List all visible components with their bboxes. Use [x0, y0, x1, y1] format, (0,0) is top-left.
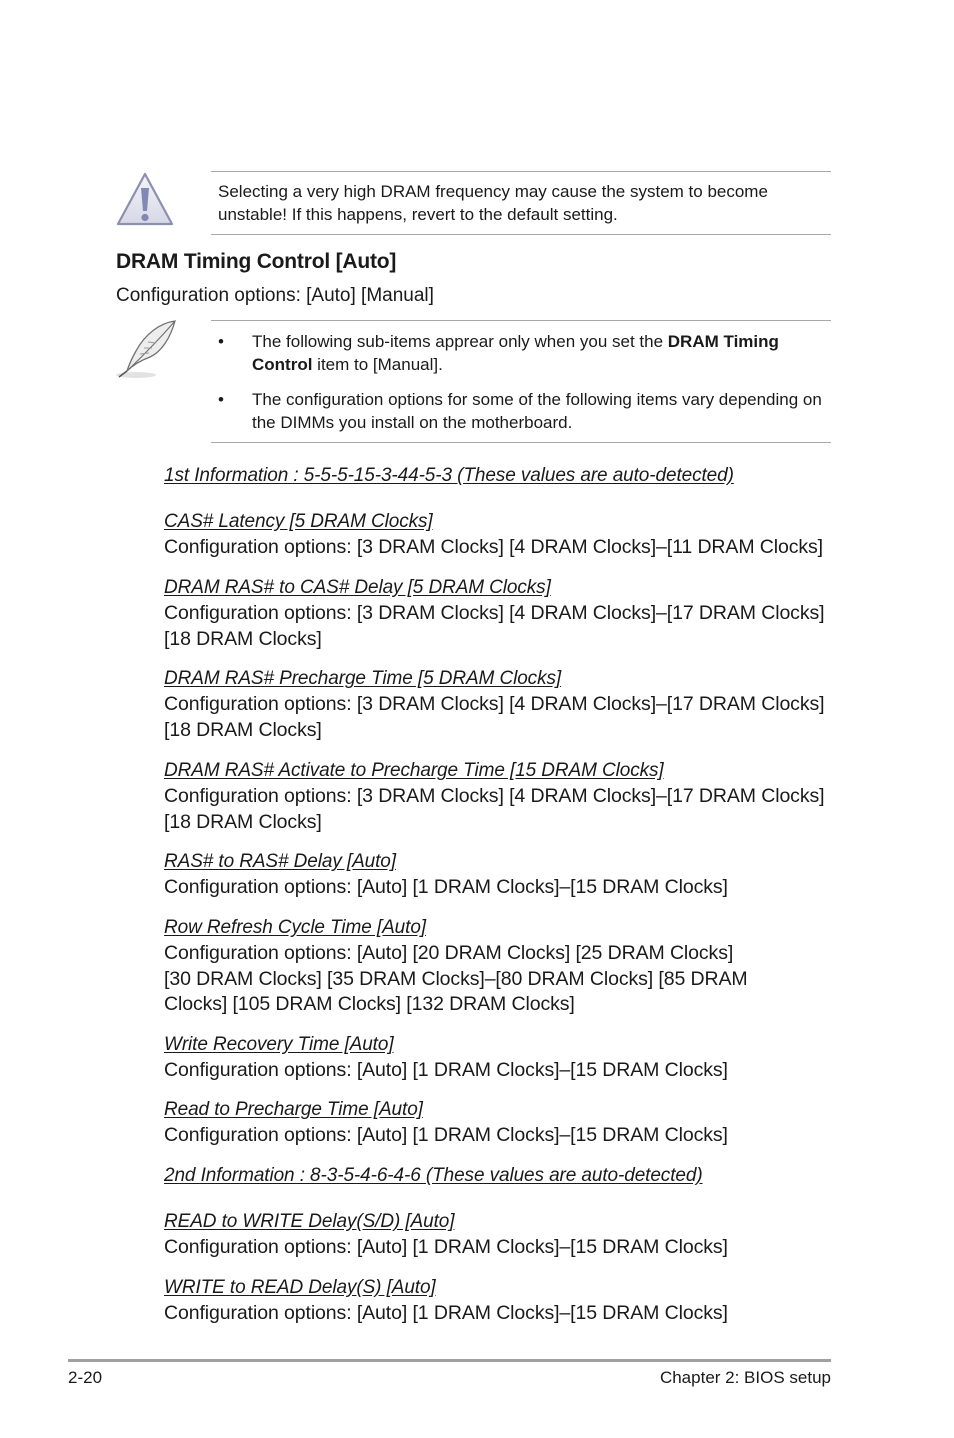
item-title-cas-latency: CAS# Latency [5 DRAM Clocks]	[164, 511, 433, 532]
info-bullet-1-text-pre: The following sub-items apprear only when you set the	[252, 332, 668, 351]
warning-note-top-rule	[211, 171, 831, 172]
footer-rule	[68, 1359, 831, 1362]
quill-pen-icon	[114, 318, 184, 382]
warning-icon	[114, 170, 176, 230]
chapter-label: Chapter 2: BIOS setup	[659, 1368, 831, 1387]
item-title-write-recovery-time: Write Recovery Time [Auto]	[164, 1034, 394, 1055]
item-options-row-refresh-cycle-time: Configuration options: [Auto] [20 DRAM Clocks] [25 DRAM Clocks] [30 DRAM Clocks] [35 DRAM Clocks]–[80 DRAM Clocks] [85 DRAM Clocks] [105 DRAM Clocks] [132 DRAM Clocks]	[164, 942, 748, 1015]
item-options-cas-latency: Configuration options: [3 DRAM Clocks] [4 DRAM Clocks]–[11 DRAM Clocks]	[164, 536, 824, 558]
info-bullet-1-text	[252, 330, 827, 376]
section-config-options: Configuration options: [Auto] [Manual]	[116, 285, 434, 306]
info-bullet-1-text-post: item to [Manual].	[312, 355, 443, 374]
item-title-ras-to-ras-delay: RAS# to RAS# Delay [Auto]	[164, 851, 396, 872]
warning-note-line-1: Selecting a very high DRAM frequency may cause the system to become	[218, 182, 768, 201]
info-line-2: 2nd Information : 8-3-5-4-6-4-6 (These values are auto-detected)	[164, 1165, 703, 1186]
item-options-ras-to-ras-delay: Configuration options: [Auto] [1 DRAM Clocks]–[15 DRAM Clocks]	[164, 876, 728, 898]
item-options-ras-activate-to-precharge: Configuration options: [3 DRAM Clocks] [4 DRAM Clocks]–[17 DRAM Clocks] [18 DRAM Clocks]	[164, 785, 825, 833]
item-title-read-to-write-delay: READ to WRITE Delay(S/D) [Auto]	[164, 1211, 455, 1232]
info-bullet-2-text: The configuration options for some of the following items vary depending on the DIMMs you install on the motherboard.	[252, 390, 822, 432]
info-bullet-2-glyph: •	[218, 390, 224, 409]
item-options-write-recovery-time: Configuration options: [Auto] [1 DRAM Clocks]–[15 DRAM Clocks]	[164, 1059, 728, 1081]
item-options-ras-precharge-time: Configuration options: [3 DRAM Clocks] [4 DRAM Clocks]–[17 DRAM Clocks] [18 DRAM Clocks]	[164, 693, 825, 741]
item-title-row-refresh-cycle-time: Row Refresh Cycle Time [Auto]	[164, 917, 426, 938]
item-title-ras-to-cas-delay: DRAM RAS# to CAS# Delay [5 DRAM Clocks]	[164, 577, 551, 598]
item-options-ras-to-cas-delay: Configuration options: [3 DRAM Clocks] [4 DRAM Clocks]–[17 DRAM Clocks] [18 DRAM Clocks]	[164, 602, 825, 650]
warning-note-text	[218, 180, 828, 226]
warning-note-bottom-rule	[211, 234, 831, 235]
info-note-bottom-rule	[211, 442, 831, 443]
info-line-1: 1st Information : 5-5-5-15-3-44-5-3 (These values are auto-detected)	[164, 465, 734, 486]
warning-note-line-2: unstable! If this happens, revert to the default setting.	[218, 205, 618, 224]
item-title-ras-precharge-time: DRAM RAS# Precharge Time [5 DRAM Clocks]	[164, 668, 562, 689]
info-bullet-1-text-bold: DRAM Timing Control	[252, 332, 779, 374]
info-note-top-rule	[211, 320, 831, 321]
item-options-write-to-read-delay: Configuration options: [Auto] [1 DRAM Clocks]–[15 DRAM Clocks]	[164, 1302, 728, 1324]
item-options-read-to-write-delay: Configuration options: [Auto] [1 DRAM Clocks]–[15 DRAM Clocks]	[164, 1236, 728, 1258]
item-title-read-to-precharge-time: Read to Precharge Time [Auto]	[164, 1099, 423, 1120]
item-title-ras-activate-to-precharge: DRAM RAS# Activate to Precharge Time [15 DRAM Clocks]	[164, 760, 664, 781]
item-options-read-to-precharge-time: Configuration options: [Auto] [1 DRAM Clocks]–[15 DRAM Clocks]	[164, 1124, 728, 1146]
section-title: DRAM Timing Control [Auto]	[116, 250, 397, 273]
page-number: 2-20	[68, 1368, 103, 1387]
info-bullet-1-glyph: •	[218, 332, 224, 351]
item-title-write-to-read-delay: WRITE to READ Delay(S) [Auto]	[164, 1277, 436, 1298]
